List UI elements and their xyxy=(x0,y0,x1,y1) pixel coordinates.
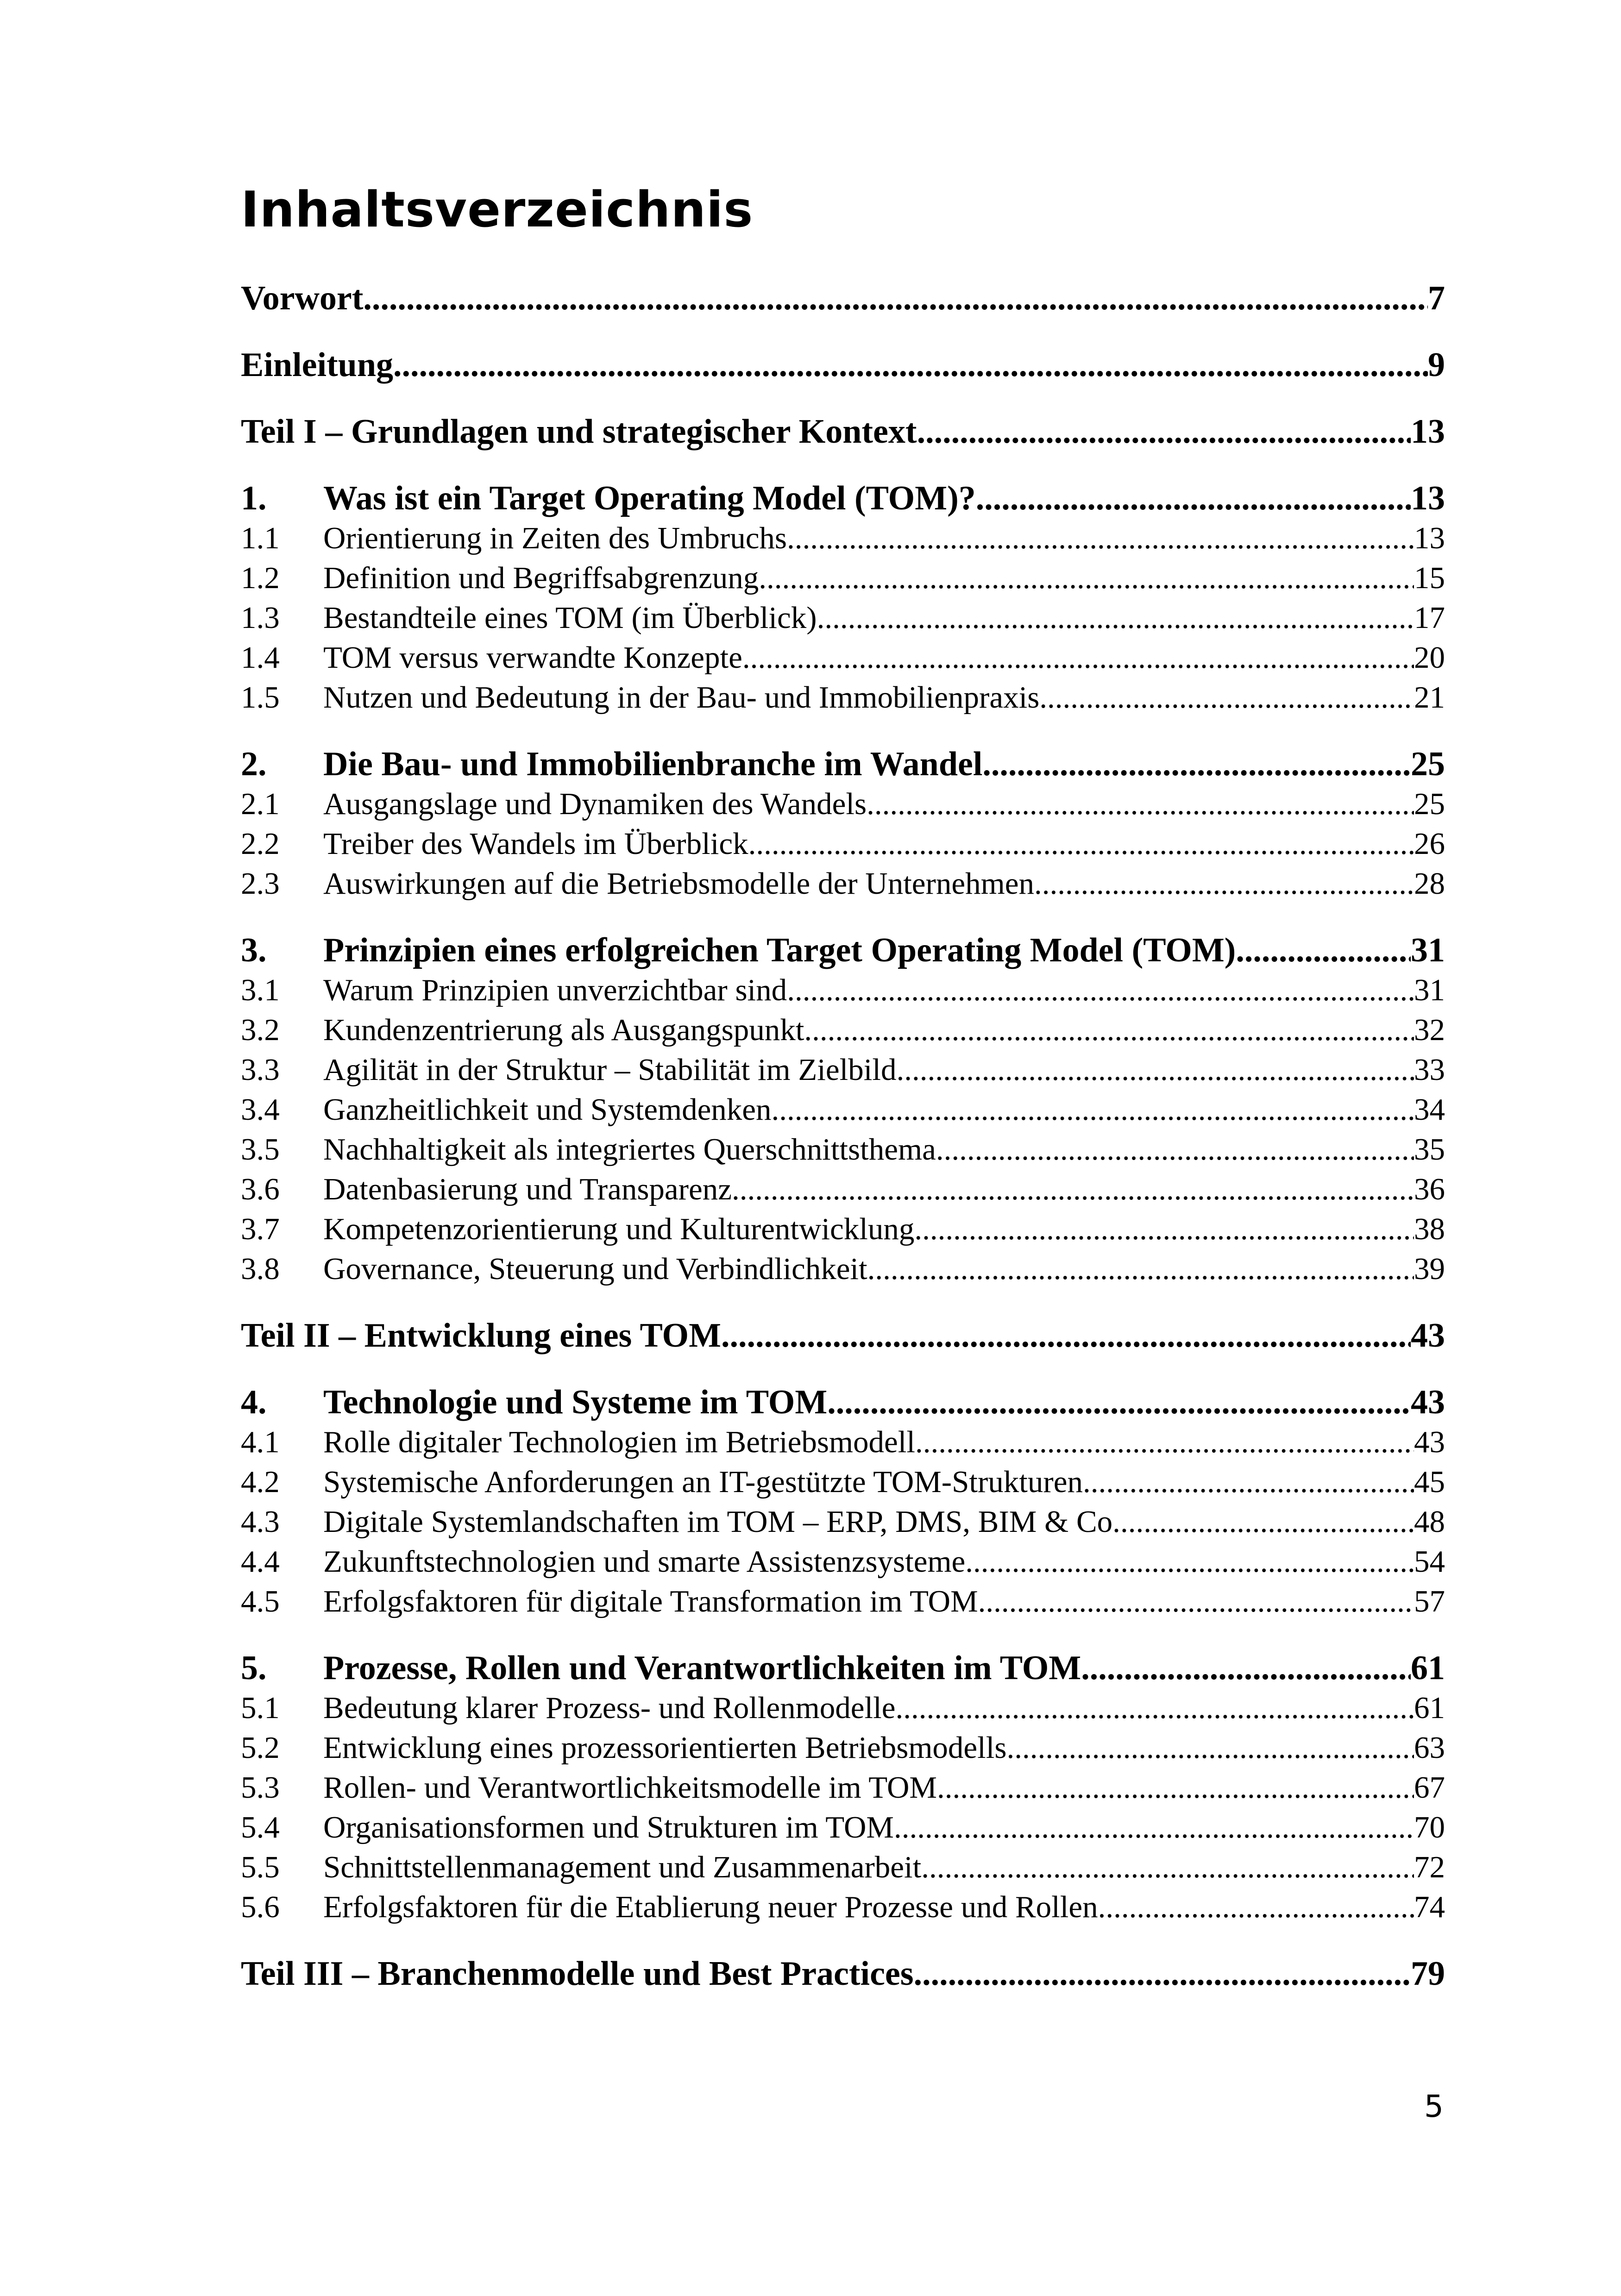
toc-entry-label: Entwicklung eines prozessorientierten Betriebsmodells xyxy=(323,1731,1007,1765)
toc-entry-number: 3.7 xyxy=(241,1212,280,1246)
toc-subsection-entry[interactable] xyxy=(241,1768,1445,1807)
dot-leader xyxy=(817,598,1414,638)
toc-entry-number: 5.4 xyxy=(241,1810,280,1844)
toc-entry-page: 79 xyxy=(1411,1955,1445,1993)
toc-subsection-entry[interactable] xyxy=(241,1422,1445,1462)
toc-entry-page: 20 xyxy=(1414,640,1445,675)
dot-leader xyxy=(1098,1887,1414,1927)
toc-subsection-entry[interactable] xyxy=(241,678,1445,717)
toc-entry-label: Zukunftstechnologien und smarte Assistenzsysteme xyxy=(323,1544,966,1579)
toc-entry-page: 25 xyxy=(1411,745,1445,783)
toc-subsection-entry[interactable] xyxy=(241,1090,1445,1129)
toc-entry-number: 1.4 xyxy=(241,640,280,675)
toc-subsection-entry[interactable] xyxy=(241,864,1445,903)
dot-leader xyxy=(894,1807,1414,1847)
toc-entry-label: Schnittstellenmanagement und Zusammenarbeit xyxy=(323,1850,922,1884)
toc-entry-label: Erfolgsfaktoren für digitale Transformation im TOM xyxy=(323,1584,978,1618)
toc-entry-page: 43 xyxy=(1414,1425,1445,1459)
toc-entry-number: 5.2 xyxy=(241,1731,280,1765)
dot-leader xyxy=(363,278,1428,318)
toc-entry-number: 3.6 xyxy=(241,1172,280,1206)
toc-entry-page: 67 xyxy=(1414,1770,1445,1805)
toc-entry-label: Vorwort xyxy=(241,279,364,317)
dot-leader xyxy=(936,1129,1414,1169)
table-of-contents xyxy=(241,278,1445,1994)
toc-entry-label: Die Bau- und Immobilienbranche im Wandel xyxy=(323,745,983,783)
toc-heading-entry[interactable] xyxy=(241,930,1445,970)
toc-entry-label: Bedeutung klarer Prozess- und Rollenmodelle xyxy=(323,1691,896,1725)
dot-leader xyxy=(914,1209,1414,1249)
toc-entry-label: Definition und Begriffsabgrenzung xyxy=(323,561,759,595)
toc-entry-page: 61 xyxy=(1411,1649,1445,1687)
toc-entry-number: 3.1 xyxy=(241,973,280,1007)
toc-heading-entry[interactable] xyxy=(241,478,1445,518)
toc-entry-page: 48 xyxy=(1414,1505,1445,1539)
toc-entry-number: 4. xyxy=(241,1383,267,1421)
toc-entry-number: 5.1 xyxy=(241,1691,280,1725)
toc-subsection-entry[interactable] xyxy=(241,518,1445,558)
toc-entry-number: 5.3 xyxy=(241,1770,280,1805)
toc-entry-page: 17 xyxy=(1414,601,1445,635)
toc-heading-entry[interactable] xyxy=(241,1648,1445,1688)
dot-leader xyxy=(1236,930,1411,970)
toc-subsection-entry[interactable] xyxy=(241,598,1445,638)
toc-entry-label: Auswirkungen auf die Betriebsmodelle der Unternehmen xyxy=(323,866,1034,901)
dot-leader xyxy=(914,1954,1411,1994)
page-title: Inhaltsverzeichnis xyxy=(241,181,754,238)
toc-entry-number: 2.1 xyxy=(241,787,280,821)
toc-entry-page: 31 xyxy=(1411,931,1445,969)
toc-entry-label: Kompetenzorientierung und Kulturentwicklung xyxy=(323,1212,915,1246)
toc-entry-label: Kundenzentrierung als Ausgangspunkt xyxy=(323,1013,804,1047)
dot-leader xyxy=(721,1316,1411,1355)
toc-subsection-entry[interactable] xyxy=(241,824,1445,864)
toc-entry-page: 13 xyxy=(1411,479,1445,517)
toc-entry-number: 1.2 xyxy=(241,561,280,595)
toc-heading-entry[interactable] xyxy=(241,744,1445,784)
toc-entry-label: Datenbasierung und Transparenz xyxy=(323,1172,732,1206)
toc-entry-label: Warum Prinzipien unverzichtbar sind xyxy=(323,973,787,1007)
toc-entry-label: Organisationsformen und Strukturen im TOM xyxy=(323,1810,894,1844)
toc-entry-number: 3. xyxy=(241,931,267,969)
toc-heading-entry[interactable] xyxy=(241,1316,1445,1355)
toc-entry-page: 15 xyxy=(1414,561,1445,595)
dot-leader xyxy=(1083,1462,1414,1502)
toc-entry-page: 21 xyxy=(1414,680,1445,715)
toc-heading-entry[interactable] xyxy=(241,1382,1445,1422)
page-number: 5 xyxy=(1424,2089,1444,2124)
dot-leader xyxy=(1034,864,1414,903)
toc-entry-page: 13 xyxy=(1411,413,1445,451)
toc-subsection-entry[interactable] xyxy=(241,1462,1445,1502)
toc-entry-number: 4.4 xyxy=(241,1544,280,1579)
toc-entry-label: Prinzipien eines erfolgreichen Target Operating Model (TOM) xyxy=(323,931,1236,969)
toc-entry-number: 2.2 xyxy=(241,827,280,861)
toc-entry-number: 1. xyxy=(241,479,267,517)
toc-entry-number: 1.5 xyxy=(241,680,280,715)
toc-entry-page: 43 xyxy=(1411,1383,1445,1421)
toc-subsection-entry[interactable] xyxy=(241,1847,1445,1887)
toc-entry-number: 2. xyxy=(241,745,267,783)
toc-heading-entry[interactable] xyxy=(241,1954,1445,1994)
toc-entry-number: 3.4 xyxy=(241,1092,280,1127)
toc-entry-number: 1.1 xyxy=(241,521,280,555)
toc-entry-page: 7 xyxy=(1428,279,1445,317)
toc-entry-number: 4.1 xyxy=(241,1425,280,1459)
dot-leader xyxy=(867,784,1414,824)
toc-entry-label: Nutzen und Bedeutung in der Bau- und Immobilienpraxis xyxy=(323,680,1040,715)
toc-entry-page: 31 xyxy=(1414,973,1445,1007)
toc-entry-label: Governance, Steuerung und Verbindlichkeit xyxy=(323,1252,867,1286)
toc-entry-number: 3.8 xyxy=(241,1252,280,1286)
toc-entry-page: 32 xyxy=(1414,1013,1445,1047)
toc-entry-label: Bestandteile eines TOM (im Überblick) xyxy=(323,601,817,635)
toc-entry-page: 57 xyxy=(1414,1584,1445,1618)
toc-heading-entry[interactable] xyxy=(241,412,1445,452)
toc-subsection-entry[interactable] xyxy=(241,1050,1445,1090)
dot-leader xyxy=(921,1847,1414,1887)
toc-entry-number: 4.5 xyxy=(241,1584,280,1618)
toc-entry-number: 5.5 xyxy=(241,1850,280,1884)
dot-leader xyxy=(965,1542,1414,1581)
toc-entry-page: 70 xyxy=(1414,1810,1445,1844)
toc-entry-number: 3.2 xyxy=(241,1013,280,1047)
toc-entry-number: 5.6 xyxy=(241,1890,280,1924)
toc-entry-page: 33 xyxy=(1414,1053,1445,1087)
toc-entry-label: Nachhaltigkeit als integriertes Querschnittsthema xyxy=(323,1132,936,1167)
toc-entry-page: 36 xyxy=(1414,1172,1445,1206)
dot-leader xyxy=(976,478,1411,518)
toc-entry-number: 4.3 xyxy=(241,1505,280,1539)
dot-leader xyxy=(759,558,1414,598)
dot-leader xyxy=(1006,1728,1414,1768)
toc-entry-page: 35 xyxy=(1414,1132,1445,1167)
dot-leader xyxy=(804,1010,1414,1050)
dot-leader xyxy=(732,1169,1414,1209)
toc-entry-page: 54 xyxy=(1414,1544,1445,1579)
toc-entry-page: 43 xyxy=(1411,1317,1445,1355)
toc-entry-label: Teil II – Entwicklung eines TOM xyxy=(241,1317,721,1355)
dot-leader xyxy=(1081,1648,1411,1688)
toc-entry-number: 2.3 xyxy=(241,866,280,901)
toc-subsection-entry[interactable] xyxy=(241,1887,1445,1927)
toc-page xyxy=(241,181,1445,1994)
dot-leader xyxy=(978,1581,1414,1621)
toc-subsection-entry[interactable] xyxy=(241,1169,1445,1209)
toc-subsection-entry[interactable] xyxy=(241,1249,1445,1289)
toc-entry-page: 63 xyxy=(1414,1731,1445,1765)
toc-entry-label: TOM versus verwandte Konzepte xyxy=(323,640,742,675)
toc-subsection-entry[interactable] xyxy=(241,1542,1445,1581)
toc-subsection-entry[interactable] xyxy=(241,1010,1445,1050)
toc-entry-page: 9 xyxy=(1428,346,1445,384)
toc-entry-label: Was ist ein Target Operating Model (TOM)? xyxy=(323,479,976,517)
toc-entry-label: Digitale Systemlandschaften im TOM – ERP, DMS, BIM & Co. xyxy=(323,1505,1120,1539)
toc-entry-page: 26 xyxy=(1414,827,1445,861)
dot-leader xyxy=(787,970,1414,1010)
dot-leader xyxy=(867,1249,1414,1289)
toc-entry-page: 34 xyxy=(1414,1092,1445,1127)
toc-entry-label: Rollen- und Verantwortlichkeitsmodelle im TOM xyxy=(323,1770,937,1805)
toc-entry-label: Einleitung xyxy=(241,346,393,384)
toc-subsection-entry[interactable] xyxy=(241,1581,1445,1621)
toc-heading-entry[interactable] xyxy=(241,345,1445,385)
toc-entry-number: 4.2 xyxy=(241,1465,280,1499)
toc-entry-label: Orientierung in Zeiten des Umbruchs xyxy=(323,521,787,555)
toc-entry-page: 45 xyxy=(1414,1465,1445,1499)
toc-subsection-entry[interactable] xyxy=(241,970,1445,1010)
toc-entry-number: 1.3 xyxy=(241,601,280,635)
dot-leader xyxy=(915,1422,1414,1462)
toc-subsection-entry[interactable] xyxy=(241,638,1445,678)
toc-entry-page: 39 xyxy=(1414,1252,1445,1286)
toc-entry-page: 13 xyxy=(1414,521,1445,555)
toc-subsection-entry[interactable] xyxy=(241,1728,1445,1768)
dot-leader xyxy=(1039,678,1414,717)
toc-entry-label: Technologie und Systeme im TOM xyxy=(323,1383,828,1421)
dot-leader xyxy=(982,744,1411,784)
toc-subsection-entry[interactable] xyxy=(241,1502,1445,1542)
toc-subsection-entry[interactable] xyxy=(241,1688,1445,1728)
toc-subsection-entry[interactable] xyxy=(241,784,1445,824)
toc-entry-number: 5. xyxy=(241,1649,267,1687)
toc-entry-label: Ganzheitlichkeit und Systemdenken xyxy=(323,1092,772,1127)
toc-entry-label: Prozesse, Rollen und Verantwortlichkeiten im TOM xyxy=(323,1649,1081,1687)
toc-entry-page: 61 xyxy=(1414,1691,1445,1725)
toc-subsection-entry[interactable] xyxy=(241,558,1445,598)
toc-subsection-entry[interactable] xyxy=(241,1129,1445,1169)
toc-entry-label: Treiber des Wandels im Überblick xyxy=(323,827,748,861)
toc-entry-label: Rolle digitaler Technologien im Betriebsmodell xyxy=(323,1425,915,1459)
dot-leader xyxy=(895,1688,1414,1728)
toc-entry-page: 28 xyxy=(1414,866,1445,901)
toc-entry-page: 25 xyxy=(1414,787,1445,821)
dot-leader xyxy=(917,412,1411,452)
toc-entry-page: 38 xyxy=(1414,1212,1445,1246)
toc-entry-label: Ausgangslage und Dynamiken des Wandels xyxy=(323,787,867,821)
dot-leader xyxy=(937,1768,1414,1807)
dot-leader xyxy=(393,345,1428,385)
dot-leader xyxy=(748,824,1414,864)
toc-subsection-entry[interactable] xyxy=(241,1807,1445,1847)
dot-leader xyxy=(1120,1502,1414,1542)
dot-leader xyxy=(897,1050,1414,1090)
toc-entry-page: 72 xyxy=(1414,1850,1445,1884)
toc-entry-label: Teil I – Grundlagen und strategischer Kontext xyxy=(241,413,917,451)
dot-leader xyxy=(827,1382,1411,1422)
toc-entry-number: 3.5 xyxy=(241,1132,280,1167)
toc-subsection-entry[interactable] xyxy=(241,1209,1445,1249)
toc-entry-label: Agilität in der Struktur – Stabilität im Zielbild xyxy=(323,1053,897,1087)
toc-entry-page: 74 xyxy=(1414,1890,1445,1924)
dot-leader xyxy=(742,638,1414,678)
toc-entry-label: Teil III – Branchenmodelle und Best Practices xyxy=(241,1955,914,1993)
toc-entry-number: 3.3 xyxy=(241,1053,280,1087)
dot-leader xyxy=(772,1090,1414,1129)
toc-entry-label: Systemische Anforderungen an IT-gestützte TOM-Strukturen xyxy=(323,1465,1083,1499)
dot-leader xyxy=(787,518,1414,558)
toc-entry-label: Erfolgsfaktoren für die Etablierung neuer Prozesse und Rollen xyxy=(323,1890,1098,1924)
toc-heading-entry[interactable] xyxy=(241,278,1445,318)
